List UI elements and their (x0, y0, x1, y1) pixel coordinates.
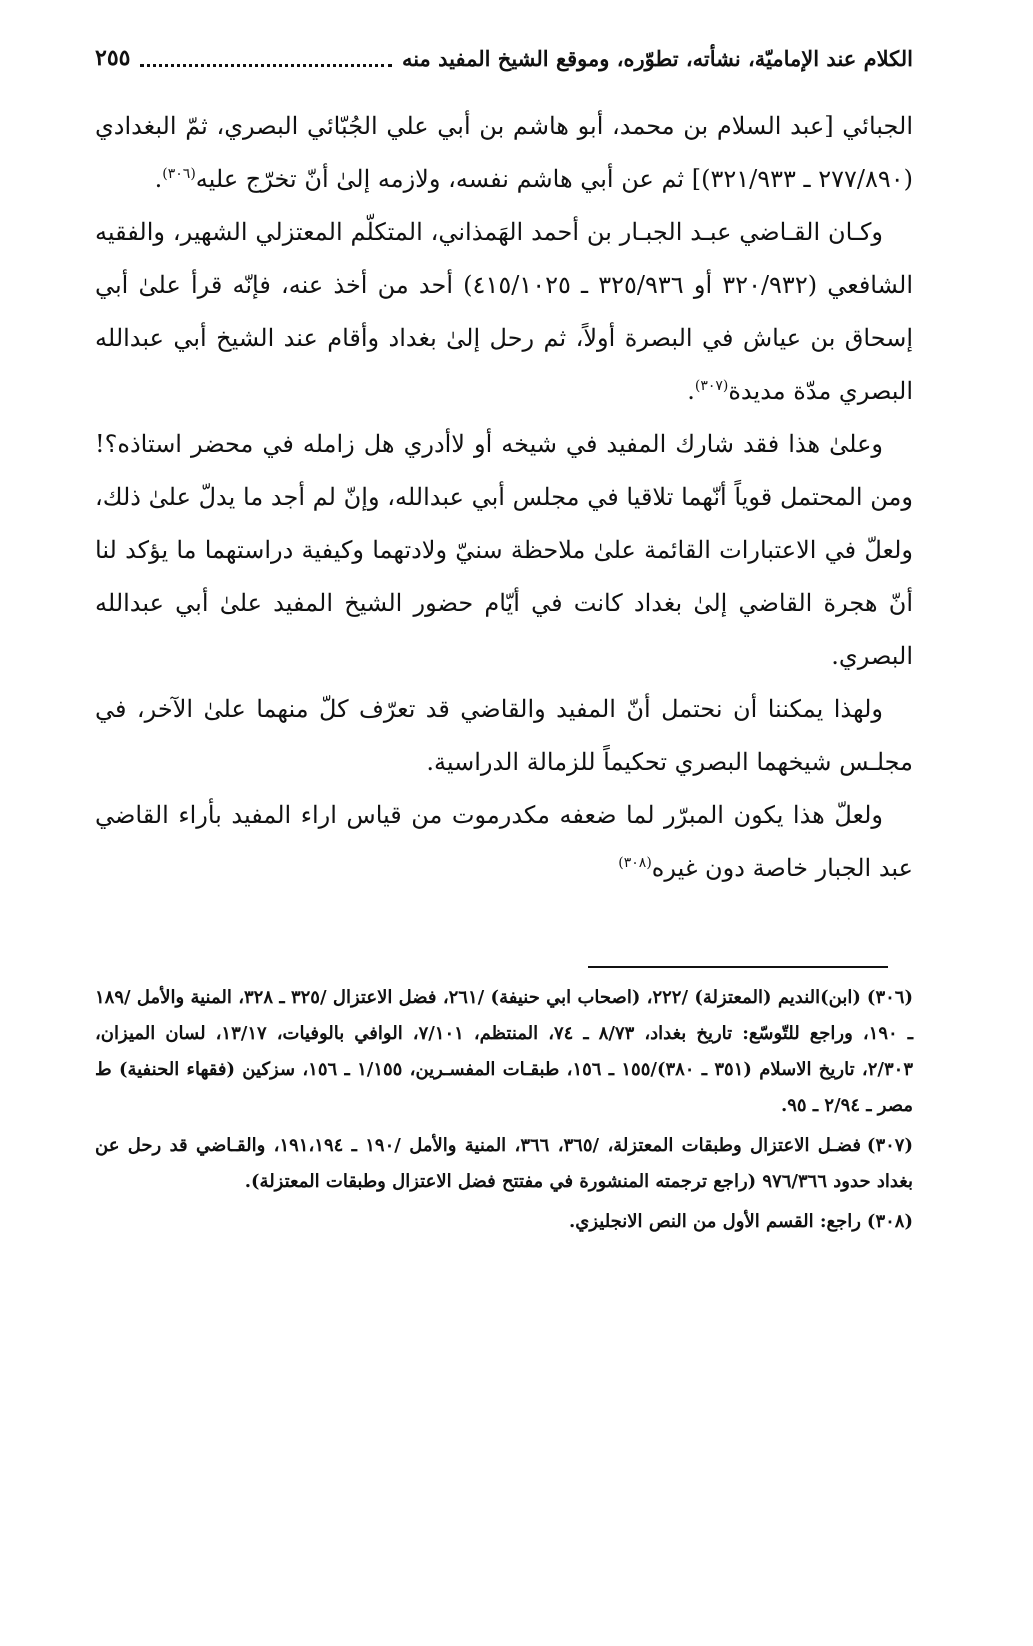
footnote-number: (٣٠٨) (866, 1211, 913, 1232)
running-header (95, 38, 913, 78)
footnote (95, 1204, 913, 1240)
footnote (95, 980, 913, 1124)
footnotes (95, 980, 913, 1244)
page-number: ٢٥٥ (95, 45, 131, 71)
paragraph (95, 418, 913, 683)
paragraph-text: ولعلّ هذا يكون المبرّر لما ضعفه مكدرموت من قياس اراء المفيد بأراء القاضي عبد الجبار خاصة دون غيره (95, 801, 913, 882)
footnote-text: فضـل الاعتزال وطبقات المعتزلة، /٣٦٥، ٣٦٦، المنية والأمل /١٩٠ ـ ١٩١،١٩٤، والقـاضي قد رحل عن بغداد حدود ٩٧٦/٣٦٦ (راجع ترجمته المنشورة في مفتتح فضل الاعتزال وطبقات المعتزلة). (95, 1135, 913, 1192)
footnote-text: (ابن)النديم (المعتزلة) /٢٢٢، (اصحاب ابي حنيفة) /٢٦١، فضل الاعتزال /٣٢٥ ـ ٣٢٨، المنية والأمل /١٨٩ ـ ١٩٠، وراجع للتّوسّع: تاريخ بغداد، ٨/٧٣ ـ ٧٤، المنتظم، ٧/١٠١، الوافي بالوفيات، ١٣/١٧، لسان الميزان، ٢/٣٠٣، تاريخ الاسلام (٣٥١ ـ ٣٨٠)/١٥٥ ـ ١٥٦، طبقـات المفسـرين، ١/١٥٥ ـ ١٥٦، سزكين (فقهاء الحنفية) ط مصر ـ ٢/٩٤ ـ ٩٥. (95, 987, 914, 1116)
footnote-divider (588, 966, 888, 968)
paragraph-text: وكـان القـاضي عبـد الجبـار بن أحمد الهَمذاني، المتكلّم المعتزلي الشهير، والفقيه الشافعي (٣٢٠/٩٣٢ أو ٣٢٥/٩٣٦ ـ ٤١٥/١٠٢٥) أحد من أخذ عنه، فإنّه قرأ علىٰ أبي إسحاق بن عياش في البصرة أولاً، ثم رحل إلىٰ بغداد وأقام عند الشيخ أبي عبدالله البصري مدّة مديدة (95, 218, 914, 405)
footnote-text: راجع: القسم الأول من النص الانجليزي. (568, 1211, 861, 1232)
header-title: الكلام عند الإماميّة، نشأته، تطوّره، وموقع الشيخ المفيد منه (401, 45, 913, 71)
paragraph (95, 789, 913, 895)
paragraph-text: الجبائي [عبد السلام بن محمد، أبو هاشم بن أبي علي الجُبّائي البصري، ثمّ البغدادي (٢٧٧/٨٩٠ ـ ٣٢١/٩٣٣)] ثم عن أبي هاشم نفسه، ولازمه إلىٰ أنّ تخرّج عليه (95, 112, 913, 193)
main-text (95, 100, 913, 895)
paragraph-text: ولهذا يمكننا أن نحتمل أنّ المفيد والقاضي قد تعرّف كلّ منهما علىٰ الآخر، في مجلـس شيخهما البصري تحكيماً للزمالة الدراسية. (95, 695, 913, 776)
paragraph: الجبائي [عبد السلام بن محمد، أبو هاشم بن أبي علي الجُبّائي البصري، ثمّ البغدادي (٢٧٧/٨٩٠ ـ ٣٢١/٩٣٣)] ثم عن أبي هاشم نفسه، ولازمه إلىٰ أنّ تخرّج عليه$^{(٣٠٦)}$. (95, 112, 913, 193)
footnote-ref: (٣٠٨) (618, 855, 652, 871)
header-dot-leader (140, 50, 392, 67)
footnote-number: (٣٠٦) (866, 987, 913, 1008)
paragraph (95, 683, 913, 789)
paragraph: وكـان القـاضي عبـد الجبـار بن أحمد الهَمذاني، المتكلّم المعتزلي الشهير، والفقيه الشافعي (٣٢٠/٩٣٢ أو ٣٢٥/٩٣٦ ـ ٤١٥/١٠٢٥) أحد من أخذ عنه، فإنّه قرأ علىٰ أبي إسحاق بن عياش في البصرة أولاً، ثم رحل إلىٰ بغداد وأقام عند الشيخ أبي عبدالله البصري مدّة مديدة$^{(٣٠٧)}$. (95, 218, 914, 405)
paragraph-text: وعلىٰ هذا فقد شارك المفيد في شيخه أو لاأدري هل زامله في محضر استاذه؟! ومن المحتمل قوياً أنّهما تلاقيا في مجلس أبي عبدالله، وإنّ لم أجد ما يدلّ علىٰ ذلك، ولعلّ في الاعتبارات القائمة علىٰ ملاحظة سنيّ ولادتهما وكيفية دراستهما ما يؤكد لنا أنّ هجرة القاضي إلىٰ بغداد كانت في أيّام حضور الشيخ المفيد علىٰ أبي عبدالله البصري. (95, 430, 913, 670)
footnote-number: (٣٠٧) (866, 1135, 913, 1156)
footnote-ref: (٣٠٧) (694, 378, 729, 394)
footnote (95, 1128, 913, 1200)
footnote-ref: (٣٠٦) (162, 166, 196, 182)
